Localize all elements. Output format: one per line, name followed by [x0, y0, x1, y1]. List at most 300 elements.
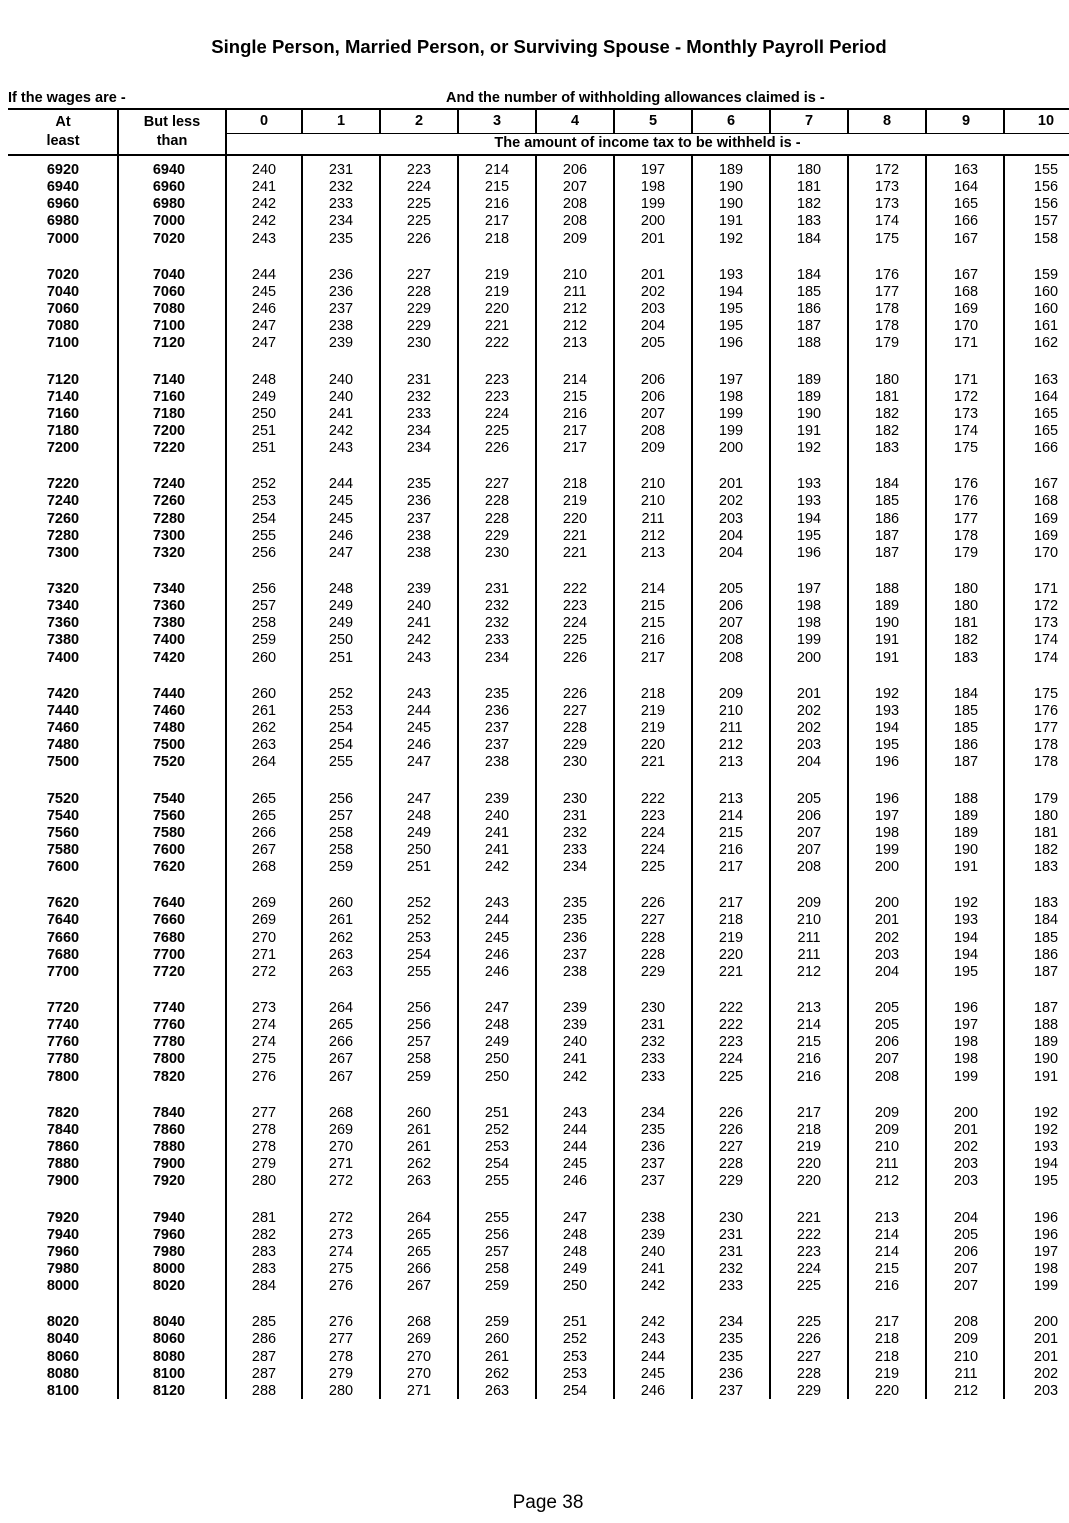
cell-tax-amount: 258 — [484, 1260, 510, 1277]
table-row — [0, 1278, 1069, 1295]
cell-tax-amount: 198 — [718, 388, 744, 405]
cell-tax-amount: 203 — [953, 1173, 979, 1190]
cell-tax-amount: 225 — [640, 859, 666, 876]
cell-tax-amount: 222 — [796, 1226, 822, 1243]
cell-tax-amount: 248 — [406, 807, 432, 824]
cell-tax-amount: 232 — [562, 824, 588, 841]
cell-tax-amount: 200 — [796, 649, 822, 666]
cell-tax-amount: 199 — [640, 196, 666, 213]
column-divider — [847, 110, 849, 133]
cell-tax-amount: 198 — [1033, 1260, 1059, 1277]
cell-tax-amount: 194 — [1033, 1156, 1059, 1173]
table-row — [0, 825, 1069, 842]
cell-tax-amount: 235 — [718, 1331, 744, 1348]
cell-tax-amount: 201 — [796, 685, 822, 702]
cell-tax-amount: 225 — [406, 196, 432, 213]
cell-tax-amount: 194 — [953, 929, 979, 946]
cell-tax-amount: 247 — [251, 335, 277, 352]
cell-at-least: 7100 — [46, 335, 80, 352]
cell-but-less: 7360 — [152, 598, 186, 615]
cell-tax-amount: 217 — [484, 213, 510, 230]
cell-tax-amount: 236 — [328, 266, 354, 283]
table-row — [0, 318, 1069, 335]
table-row — [0, 301, 1069, 318]
row-group — [0, 476, 1069, 581]
cell-tax-amount: 240 — [562, 1034, 588, 1051]
cell-tax-amount: 243 — [562, 1104, 588, 1121]
table-row — [0, 1210, 1069, 1227]
cell-at-least: 7680 — [46, 946, 80, 963]
cell-tax-amount: 222 — [718, 1000, 744, 1016]
cell-tax-amount: 244 — [562, 1121, 588, 1138]
cell-tax-amount: 253 — [562, 1365, 588, 1382]
cell-tax-amount: 196 — [1033, 1226, 1059, 1243]
cell-tax-amount: 231 — [328, 162, 354, 178]
cell-at-least: 7040 — [46, 283, 80, 300]
table-row — [0, 703, 1069, 720]
cell-tax-amount: 156 — [1033, 179, 1059, 196]
table-row — [0, 720, 1069, 737]
cell-tax-amount: 225 — [406, 213, 432, 230]
table-row — [0, 842, 1069, 859]
cell-tax-amount: 213 — [640, 544, 666, 561]
cell-but-less: 7120 — [152, 335, 186, 352]
cell-tax-amount: 237 — [718, 1382, 744, 1399]
cell-tax-amount: 225 — [484, 422, 510, 439]
cell-tax-amount: 205 — [874, 1017, 900, 1034]
cell-tax-amount: 245 — [640, 1365, 666, 1382]
cell-but-less: 7720 — [152, 963, 186, 980]
cell-tax-amount: 240 — [328, 371, 354, 388]
cell-tax-amount: 237 — [484, 720, 510, 737]
cell-tax-amount: 251 — [484, 1104, 510, 1121]
cell-tax-amount: 192 — [718, 230, 744, 247]
cell-tax-amount: 212 — [874, 1173, 900, 1190]
cell-tax-amount: 182 — [1033, 841, 1059, 858]
cell-tax-amount: 251 — [251, 440, 277, 457]
cell-tax-amount: 254 — [328, 720, 354, 737]
cell-tax-amount: 261 — [328, 912, 354, 929]
cell-tax-amount: 242 — [484, 859, 510, 876]
cell-tax-amount: 165 — [1033, 422, 1059, 439]
cell-at-least: 7260 — [46, 510, 80, 527]
cell-tax-amount: 256 — [406, 1017, 432, 1034]
column-divider — [535, 110, 537, 133]
cell-tax-amount: 180 — [1033, 807, 1059, 824]
cell-tax-amount: 228 — [484, 510, 510, 527]
cell-at-least: 7600 — [46, 859, 80, 876]
cell-tax-amount: 206 — [562, 162, 588, 178]
cell-tax-amount: 221 — [796, 1209, 822, 1226]
cell-tax-amount: 191 — [953, 859, 979, 876]
cell-tax-amount: 190 — [718, 196, 744, 213]
cell-tax-amount: 229 — [562, 737, 588, 754]
cell-at-least: 7420 — [46, 685, 80, 702]
cell-tax-amount: 246 — [484, 946, 510, 963]
cell-tax-amount: 225 — [796, 1314, 822, 1331]
cell-tax-amount: 251 — [406, 859, 432, 876]
cell-tax-amount: 178 — [953, 527, 979, 544]
cell-tax-amount: 276 — [328, 1314, 354, 1331]
cell-tax-amount: 241 — [484, 824, 510, 841]
cell-tax-amount: 234 — [484, 649, 510, 666]
cell-tax-amount: 228 — [640, 929, 666, 946]
cell-tax-amount: 190 — [874, 615, 900, 632]
cell-tax-amount: 254 — [406, 946, 432, 963]
cell-tax-amount: 234 — [328, 213, 354, 230]
col-at-least-line2: least — [46, 133, 80, 149]
cell-but-less: 7960 — [152, 1226, 186, 1243]
table-row — [0, 1000, 1069, 1017]
cell-tax-amount: 192 — [1033, 1121, 1059, 1138]
cell-tax-amount: 221 — [484, 318, 510, 335]
cell-tax-amount: 198 — [796, 615, 822, 632]
cell-tax-amount: 193 — [874, 702, 900, 719]
cell-tax-amount: 204 — [718, 544, 744, 561]
cell-at-least: 7140 — [46, 388, 80, 405]
cell-tax-amount: 201 — [640, 230, 666, 247]
cell-tax-amount: 223 — [484, 371, 510, 388]
cell-tax-amount: 209 — [718, 685, 744, 702]
cell-tax-amount: 228 — [406, 283, 432, 300]
cell-tax-amount: 274 — [251, 1017, 277, 1034]
cell-tax-amount: 218 — [484, 230, 510, 247]
cell-tax-amount: 234 — [406, 422, 432, 439]
cell-tax-amount: 245 — [484, 929, 510, 946]
cell-tax-amount: 199 — [796, 632, 822, 649]
row-group — [0, 581, 1069, 686]
cell-tax-amount: 246 — [484, 963, 510, 980]
cell-tax-amount: 237 — [640, 1156, 666, 1173]
table-row — [0, 476, 1069, 493]
row-group — [0, 895, 1069, 1000]
cell-tax-amount: 184 — [874, 476, 900, 493]
table-row — [0, 930, 1069, 947]
table-row — [0, 1156, 1069, 1173]
table-row — [0, 581, 1069, 598]
cell-tax-amount: 243 — [484, 895, 510, 912]
cell-tax-amount: 248 — [251, 371, 277, 388]
table-row — [0, 1244, 1069, 1261]
cell-tax-amount: 224 — [484, 405, 510, 422]
cell-tax-amount: 228 — [796, 1365, 822, 1382]
table-row — [0, 406, 1069, 423]
cell-tax-amount: 242 — [406, 632, 432, 649]
cell-tax-amount: 203 — [1033, 1382, 1059, 1399]
cell-tax-amount: 205 — [718, 581, 744, 597]
cell-tax-amount: 173 — [874, 179, 900, 196]
cell-tax-amount: 167 — [953, 230, 979, 247]
cell-tax-amount: 213 — [562, 335, 588, 352]
cell-tax-amount: 264 — [251, 754, 277, 771]
cell-tax-amount: 205 — [796, 790, 822, 807]
cell-tax-amount: 190 — [796, 405, 822, 422]
cell-at-least: 7360 — [46, 615, 80, 632]
cell-tax-amount: 226 — [406, 230, 432, 247]
cell-at-least: 7760 — [46, 1034, 80, 1051]
table-row — [0, 686, 1069, 703]
cell-tax-amount: 226 — [796, 1331, 822, 1348]
cell-tax-amount: 242 — [251, 196, 277, 213]
table-row — [0, 493, 1069, 510]
cell-tax-amount: 224 — [718, 1051, 744, 1068]
cell-at-least: 7660 — [46, 929, 80, 946]
cell-tax-amount: 215 — [484, 179, 510, 196]
cell-at-least: 7000 — [46, 230, 80, 247]
cell-tax-amount: 232 — [484, 615, 510, 632]
cell-tax-amount: 232 — [484, 598, 510, 615]
table-row — [0, 1349, 1069, 1366]
table-row — [0, 1314, 1069, 1331]
cell-tax-amount: 177 — [953, 510, 979, 527]
cell-tax-amount: 270 — [406, 1365, 432, 1382]
cell-tax-amount: 197 — [718, 371, 744, 388]
cell-tax-amount: 194 — [953, 946, 979, 963]
cell-but-less: 7320 — [152, 544, 186, 561]
cell-tax-amount: 217 — [718, 895, 744, 912]
table-row — [0, 1331, 1069, 1348]
cell-tax-amount: 259 — [328, 859, 354, 876]
cell-tax-amount: 211 — [797, 929, 821, 946]
cell-tax-amount: 181 — [796, 179, 822, 196]
cell-tax-amount: 213 — [796, 1000, 822, 1016]
cell-tax-amount: 227 — [796, 1348, 822, 1365]
cell-tax-amount: 260 — [251, 685, 277, 702]
cell-tax-amount: 209 — [953, 1331, 979, 1348]
cell-tax-amount: 272 — [328, 1173, 354, 1190]
table-row — [0, 1034, 1069, 1051]
cell-tax-amount: 258 — [328, 824, 354, 841]
cell-tax-amount: 201 — [1033, 1348, 1059, 1365]
cell-tax-amount: 204 — [640, 318, 666, 335]
cell-but-less: 7140 — [152, 371, 186, 388]
cell-tax-amount: 250 — [484, 1068, 510, 1085]
cell-tax-amount: 255 — [251, 527, 277, 544]
cell-tax-amount: 223 — [640, 807, 666, 824]
cell-tax-amount: 228 — [640, 946, 666, 963]
cell-at-least: 7180 — [46, 422, 80, 439]
cell-tax-amount: 270 — [406, 1348, 432, 1365]
cell-tax-amount: 187 — [953, 754, 979, 771]
cell-at-least: 7720 — [46, 1000, 80, 1016]
cell-tax-amount: 195 — [718, 318, 744, 335]
cell-tax-amount: 168 — [1033, 493, 1059, 510]
cell-tax-amount: 267 — [251, 841, 277, 858]
cell-at-least: 6960 — [46, 196, 80, 213]
cell-tax-amount: 235 — [328, 230, 354, 247]
cell-tax-amount: 219 — [718, 929, 744, 946]
cell-tax-amount: 192 — [953, 895, 979, 912]
cell-tax-amount: 264 — [406, 1209, 432, 1226]
table-row — [0, 1261, 1069, 1278]
table-row — [0, 1017, 1069, 1034]
cell-at-least: 7700 — [46, 963, 80, 980]
cell-tax-amount: 220 — [874, 1382, 900, 1399]
cell-tax-amount: 263 — [406, 1173, 432, 1190]
table-row — [0, 423, 1069, 440]
header-top-rule — [8, 108, 1069, 110]
cell-tax-amount: 271 — [251, 946, 277, 963]
cell-tax-amount: 267 — [406, 1278, 432, 1295]
cell-tax-amount: 277 — [251, 1104, 277, 1121]
row-group — [0, 1210, 1069, 1315]
cell-tax-amount: 249 — [328, 598, 354, 615]
cell-tax-amount: 248 — [328, 581, 354, 597]
cell-tax-amount: 178 — [874, 318, 900, 335]
cell-tax-amount: 169 — [953, 301, 979, 318]
cell-tax-amount: 240 — [328, 388, 354, 405]
cell-tax-amount: 172 — [1033, 598, 1059, 615]
cell-but-less: 7520 — [152, 754, 186, 771]
cell-at-least: 8080 — [46, 1365, 80, 1382]
cell-tax-amount: 283 — [251, 1243, 277, 1260]
cell-but-less: 7380 — [152, 615, 186, 632]
cell-tax-amount: 242 — [640, 1314, 666, 1331]
cell-at-least: 7060 — [46, 301, 80, 318]
cell-tax-amount: 263 — [328, 963, 354, 980]
cell-tax-amount: 207 — [796, 841, 822, 858]
cell-tax-amount: 174 — [1033, 632, 1059, 649]
cell-tax-amount: 197 — [874, 807, 900, 824]
cell-tax-amount: 211 — [954, 1365, 978, 1382]
cell-tax-amount: 241 — [562, 1051, 588, 1068]
cell-tax-amount: 220 — [718, 946, 744, 963]
cell-but-less: 7840 — [152, 1104, 186, 1121]
cell-tax-amount: 273 — [328, 1226, 354, 1243]
cell-tax-amount: 265 — [328, 1017, 354, 1034]
column-divider — [379, 110, 381, 133]
cell-tax-amount: 176 — [953, 476, 979, 493]
allowance-col-header: 6 — [726, 113, 736, 129]
cell-tax-amount: 239 — [562, 1017, 588, 1034]
cell-tax-amount: 219 — [484, 266, 510, 283]
cell-tax-amount: 252 — [562, 1331, 588, 1348]
cell-tax-amount: 215 — [874, 1260, 900, 1277]
cell-at-least: 6940 — [46, 179, 80, 196]
cell-tax-amount: 214 — [718, 807, 744, 824]
cell-tax-amount: 232 — [718, 1260, 744, 1277]
cell-tax-amount: 264 — [328, 1000, 354, 1016]
cell-tax-amount: 215 — [640, 598, 666, 615]
cell-tax-amount: 191 — [1033, 1068, 1059, 1085]
cell-at-least: 7940 — [46, 1226, 80, 1243]
cell-tax-amount: 237 — [562, 946, 588, 963]
cell-at-least: 7880 — [46, 1156, 80, 1173]
cell-tax-amount: 240 — [640, 1243, 666, 1260]
page-title: Single Person, Married Person, or Surviving Spouse - Monthly Payroll Period — [211, 36, 887, 57]
cell-tax-amount: 236 — [718, 1365, 744, 1382]
cell-tax-amount: 253 — [484, 1139, 510, 1156]
cell-tax-amount: 227 — [562, 702, 588, 719]
cell-tax-amount: 228 — [562, 720, 588, 737]
cell-tax-amount: 233 — [406, 405, 432, 422]
cell-tax-amount: 181 — [953, 615, 979, 632]
cell-tax-amount: 275 — [328, 1260, 354, 1277]
cell-but-less: 7800 — [152, 1051, 186, 1068]
cell-tax-amount: 280 — [251, 1173, 277, 1190]
cell-tax-amount: 176 — [1033, 702, 1059, 719]
cell-but-less: 8100 — [152, 1365, 186, 1382]
cell-tax-amount: 259 — [406, 1068, 432, 1085]
cell-tax-amount: 239 — [640, 1226, 666, 1243]
cell-tax-amount: 258 — [406, 1051, 432, 1068]
cell-tax-amount: 220 — [796, 1173, 822, 1190]
cell-tax-amount: 227 — [484, 476, 510, 493]
cell-tax-amount: 256 — [406, 1000, 432, 1016]
cell-tax-amount: 178 — [1033, 754, 1059, 771]
cell-tax-amount: 201 — [874, 912, 900, 929]
cell-tax-amount: 219 — [484, 283, 510, 300]
cell-tax-amount: 175 — [953, 440, 979, 457]
cell-tax-amount: 210 — [640, 493, 666, 510]
cell-tax-amount: 218 — [874, 1331, 900, 1348]
cell-tax-amount: 269 — [406, 1331, 432, 1348]
cell-tax-amount: 249 — [484, 1034, 510, 1051]
cell-tax-amount: 235 — [640, 1121, 666, 1138]
cell-tax-amount: 214 — [640, 581, 666, 597]
cell-tax-amount: 230 — [718, 1209, 744, 1226]
cell-tax-amount: 251 — [251, 422, 277, 439]
row-group — [0, 267, 1069, 372]
cell-tax-amount: 199 — [718, 422, 744, 439]
cell-tax-amount: 242 — [562, 1068, 588, 1085]
cell-tax-amount: 234 — [406, 440, 432, 457]
cell-tax-amount: 222 — [718, 1017, 744, 1034]
cell-tax-amount: 185 — [874, 493, 900, 510]
cell-but-less: 7780 — [152, 1034, 186, 1051]
cell-at-least: 7980 — [46, 1260, 80, 1277]
cell-tax-amount: 207 — [796, 824, 822, 841]
cell-tax-amount: 198 — [953, 1034, 979, 1051]
cell-tax-amount: 203 — [640, 301, 666, 318]
cell-tax-amount: 259 — [484, 1278, 510, 1295]
table-row — [0, 895, 1069, 912]
cell-tax-amount: 250 — [406, 841, 432, 858]
cell-tax-amount: 226 — [562, 649, 588, 666]
cell-tax-amount: 194 — [718, 283, 744, 300]
cell-tax-amount: 208 — [953, 1314, 979, 1331]
cell-but-less: 7480 — [152, 720, 186, 737]
cell-tax-amount: 201 — [640, 266, 666, 283]
cell-tax-amount: 184 — [796, 230, 822, 247]
cell-tax-amount: 215 — [796, 1034, 822, 1051]
cell-tax-amount: 189 — [953, 807, 979, 824]
cell-but-less: 7580 — [152, 824, 186, 841]
cell-tax-amount: 193 — [796, 476, 822, 493]
cell-tax-amount: 210 — [718, 702, 744, 719]
cell-tax-amount: 204 — [718, 527, 744, 544]
cell-but-less: 7240 — [152, 476, 186, 493]
cell-tax-amount: 237 — [328, 301, 354, 318]
cell-but-less: 7000 — [152, 213, 186, 230]
cell-tax-amount: 238 — [640, 1209, 666, 1226]
cell-tax-amount: 241 — [484, 841, 510, 858]
cell-tax-amount: 211 — [719, 720, 743, 737]
cell-at-least: 7620 — [46, 895, 80, 912]
cell-tax-amount: 199 — [953, 1068, 979, 1085]
cell-tax-amount: 182 — [874, 405, 900, 422]
cell-tax-amount: 184 — [953, 685, 979, 702]
cell-tax-amount: 207 — [640, 405, 666, 422]
cell-tax-amount: 186 — [953, 737, 979, 754]
cell-tax-amount: 255 — [328, 754, 354, 771]
cell-tax-amount: 255 — [406, 963, 432, 980]
cell-tax-amount: 189 — [1033, 1034, 1059, 1051]
cell-tax-amount: 228 — [484, 493, 510, 510]
allowance-col-header: 5 — [648, 113, 658, 129]
cell-tax-amount: 213 — [718, 754, 744, 771]
cell-tax-amount: 222 — [640, 790, 666, 807]
